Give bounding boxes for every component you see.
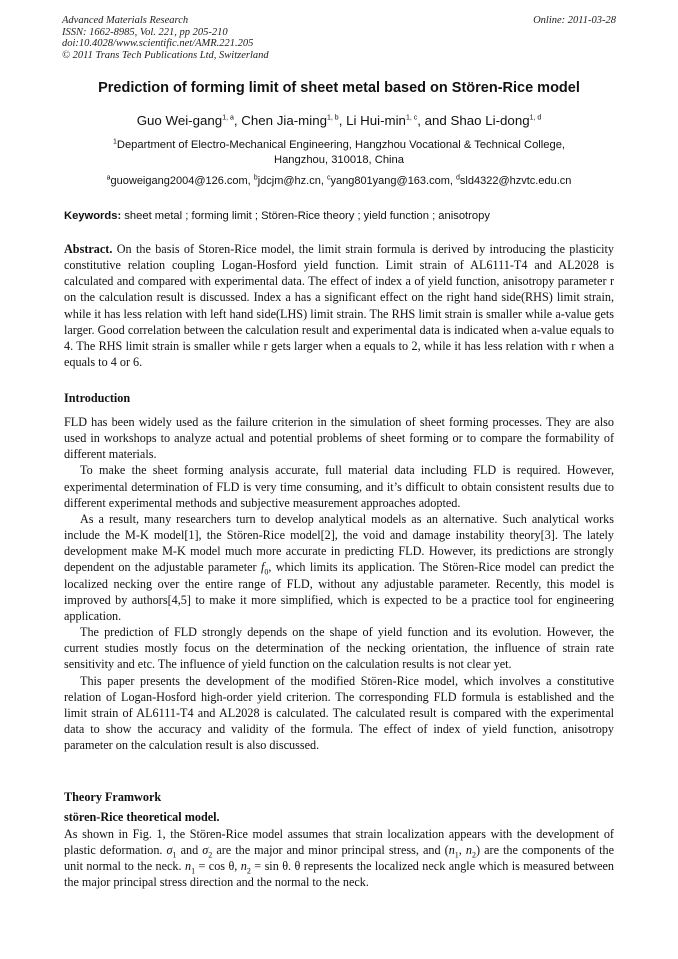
paragraph: FLD has been widely used as the failure criterion in the simulation of sheet forming processes. They are also used in workshops to analyze actual and potential problems of sheet forming or to compare the formability of different materials. [64, 415, 614, 462]
copyright-line: © 2011 Trans Tech Publications Ltd, Switzerland [62, 49, 269, 61]
doi-line[interactable]: doi:10.4028/www.scientific.net/AMR.221.205 [62, 38, 254, 49]
abstract-label: Abstract. [64, 242, 113, 256]
introduction-body [64, 414, 614, 753]
email[interactable]: $^c$yang801yang@163.com [326, 174, 450, 187]
author: Shao Li-dong$^{1, d}$ [450, 113, 542, 128]
online-date: Online: 2011-03-28 [533, 15, 616, 26]
journal-header [62, 15, 616, 61]
paragraph: To make the sheet forming analysis accurate, full material data including FLD is required. However, experimental determination of FLD is very time consuming, and it’s difficult to obtain consistent results due to different experimental methods and subjective measurement approaches adopted. [64, 463, 614, 510]
issn-line: ISSN: 1662-8985, Vol. 221, pp 205-210 [62, 26, 228, 38]
keywords-label: Keywords: [64, 210, 122, 222]
email-list: $^a$guoweigang2004@126.com, $^b$jdcjm@hz.cn, $^c$yang801yang@163.com, $^d$sld4322@hzvtc.edu.cn [106, 174, 572, 187]
keywords [64, 210, 618, 222]
paragraph: As a result, many researchers turn to develop analytical models as an alternative. Such analytical works include the M-K model[1], the Stören-Rice model[2], the void and damage instability theory[3]. The lately development make M-K model much more accurate in predicting FLD. However, its predictions are strongly dependent on the adjustable parameter $f_0$, which limits its application. The Stören-Rice model can predict the localized necking over the entire range of FLD, without any adjustable parameter. Recently, this model is improved by authors[4,5] to make it more simplified, which is expected to be a practice tool for engineering application. [64, 511, 614, 623]
theory-subheading: stören-Rice theoretical model. [64, 810, 220, 824]
abstract-text: On the basis of Storen-Rice model, the limit strain formula is derived by introducing the plasticity constitutive relation coupling Logan-Hosford yield function. Limit strain of AL6111-T4 and AL2028 is calculated and compared with experimental data. The effect of index a of yield function, anisotropy parameter r on the calculation result is discussed. Index a has a significant effect on the right hand side(RHS) limit strain, while it has less relation with left hand side(LHS) limit strain. The RHS limit strain is smaller while a-value gets larger. Good correlation between the calculation result and experimental data is indicated when a-value equals to 4. The RHS limit strain is smaller while r gets larger when a equals to 2, while it has less relation with r when a equals to 4 or 6. [64, 242, 614, 370]
author: Li Hui-$\min^{1, c}$, and [346, 113, 451, 128]
email[interactable]: $^d$sld4322@hzvtc.edu.cn [456, 174, 572, 187]
journal-name: Advanced Materials Research [62, 15, 189, 26]
author-list [40, 113, 638, 128]
theory-heading: Theory Framwork [64, 790, 162, 804]
paragraph: As shown in Fig. 1, the Stören-Rice model assumes that strain localization appears with the development of plastic deformation. $\sigma_1$ and $\sigma_2$ are the major and minor principal stress, and ($n_1$, $n_2$) are the components of the unit normal to the neck. $n_1 = \cos \theta$, $n_2 = \sin \theta$. θ represents the localized neck angle which is measured between the major principal stress direction and the normal to the neck. [64, 827, 615, 890]
author: Guo Wei-gang$^{1, a}$, [136, 113, 242, 128]
introduction-heading: Introduction [64, 391, 131, 405]
theory-body [64, 826, 614, 891]
paragraph: This paper presents the development of the modified Stören-Rice model, which involves a constitutive relation of Logan-Hosford high-order yield criterion. The corresponding FLD formula is established and the limit strain of AL6111-T4 and AL2028 is calculated. The calculated result is compared with the experimental data to show the accuracy and validity of the formula. The effect of index of yield function, anisotropy parameter on the calculation result is also discussed. [64, 673, 614, 753]
paragraph: The prediction of FLD strongly depends on the shape of yield function and its evolution. However, the current studies mostly focus on the determination of the necking orientation, the influence of strain rate sensitivity and etc. The influence of yield function on the calculation results is not clear yet. [64, 625, 614, 672]
paper-title: Prediction of forming limit of sheet metal based on Stören-Rice model [98, 80, 580, 96]
email[interactable]: $^a$guoweigang2004@126.com [106, 174, 248, 187]
author: Chen Jia-ming$^{1, b}$, [241, 113, 347, 128]
abstract [64, 241, 614, 370]
keywords-text: sheet metal ; forming limit ; Stören-Rice theory ; yield function ; anisotropy [121, 210, 490, 222]
affiliation: $^1$Department of Electro-Mechanical Engineering, Hangzhou Vocational & Technical College, Hangzhou, 310018, China [112, 138, 566, 166]
email[interactable]: $^b$jdcjm@hz.cn [253, 174, 321, 187]
